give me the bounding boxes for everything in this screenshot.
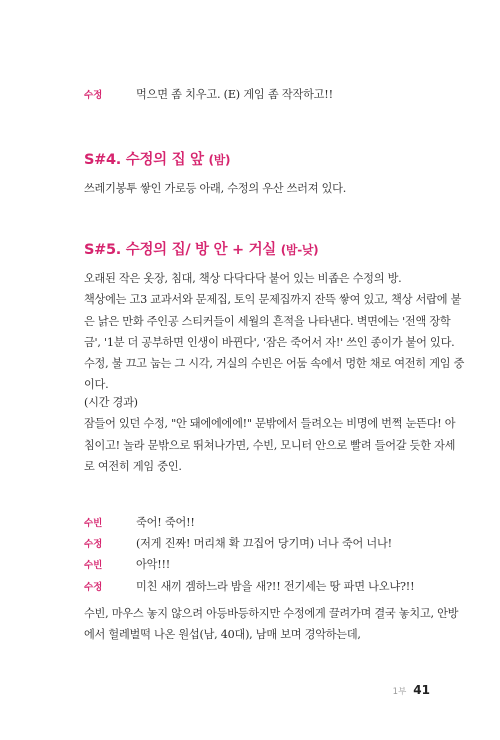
action-line: 오래된 작은 옷장, 침대, 책상 다닥다닥 붙어 있는 비좁은 수정의 방. xyxy=(84,272,402,285)
speaker-name: 수빈 xyxy=(84,518,103,529)
scene-title: S#4. 수정의 집 앞 xyxy=(84,152,204,168)
scene-time: (밤) xyxy=(208,153,231,167)
dialogue-text: (저게 진짜! 머리채 확 끄집어 당기며) 너나 죽어 너나! xyxy=(136,537,392,551)
action-line: 책상에는 고3 교과서와 문제집, 토익 문제집까지 잔뜩 쌓여 있고, 책상 서랍에 붙 xyxy=(84,293,462,307)
dialogue-text: 아악!!! xyxy=(136,558,171,572)
scene-time: (밤-낮) xyxy=(280,243,319,257)
action-line: 은 낡은 만화 주인공 스티커들이 세월의 흔적을 나타낸다. 벽면에는 '전액 장학 xyxy=(84,314,451,328)
dialogue-line xyxy=(84,578,429,599)
action-paragraph xyxy=(84,392,456,477)
dialogue-line xyxy=(84,86,424,102)
page-footer xyxy=(393,683,430,697)
action-line: 수빈, 마우스 놓지 않으려 아등바등하지만 수정에게 끌려가며 결국 놓치고, 안방 xyxy=(84,607,459,620)
time-note: (시간 경과) xyxy=(84,396,138,409)
dialogue-line xyxy=(84,514,429,535)
action-paragraph xyxy=(84,268,465,396)
action-line: 침이고! 놀라 문밖으로 뛰쳐나가면, 수빈, 모니터 안으로 빨려 들어갈 듯한 자세 xyxy=(84,438,456,452)
speaker-name: 수정 xyxy=(84,539,103,551)
dialogue-text: 죽어! 죽어!! xyxy=(136,516,195,529)
dialogue-line xyxy=(84,556,429,577)
action-line: 금', '1분 더 공부하면 인생이 바뀐다', '잠은 죽어서 자!' 쓰인 종이가 붙어 있다. xyxy=(84,335,455,349)
action-line: 에서 헐레벌떡 나온 원섭(남, 40대), 남매 보며 경악하는데, xyxy=(84,628,361,642)
speaker-name: 수정 xyxy=(84,581,103,593)
page-number: 41 xyxy=(413,683,430,697)
action-line: 잠들어 있던 수정, "안 돼에에에에!" 문밖에서 들려오는 비명에 번쩍 눈뜬다! 아 xyxy=(84,417,456,431)
scene-heading xyxy=(84,238,318,259)
action-paragraph xyxy=(84,178,424,199)
action-line: 로 여전히 게임 중인. xyxy=(84,459,182,473)
dialogue-text: 먹으면 좀 치우고. (E) 게임 좀 작작하고!! xyxy=(136,88,333,101)
speaker-name: 수빈 xyxy=(84,560,103,572)
dialogue-text: 미친 새끼 겜하느라 밤을 새?!! 전기세는 땅 파면 나오냐?!! xyxy=(136,579,415,593)
scene-heading xyxy=(84,148,230,169)
scene-title: S#5. 수정의 집/ 방 안 + 거실 xyxy=(84,242,276,258)
action-paragraph xyxy=(84,603,459,646)
action-line: 수정, 불 끄고 눕는 그 시각, 거실의 수빈은 어둠 속에서 멍한 채로 여전히 게임 중 xyxy=(84,357,465,371)
dialogue-line xyxy=(84,535,429,556)
action-line: 이다. xyxy=(84,378,109,392)
dialogue-block xyxy=(84,514,429,599)
action-line: 쓰레기봉투 쌓인 가로등 아래, 수정의 우산 쓰러져 있다. xyxy=(84,182,347,195)
speaker-name: 수정 xyxy=(84,90,103,101)
part-label: 1부 xyxy=(392,687,407,697)
